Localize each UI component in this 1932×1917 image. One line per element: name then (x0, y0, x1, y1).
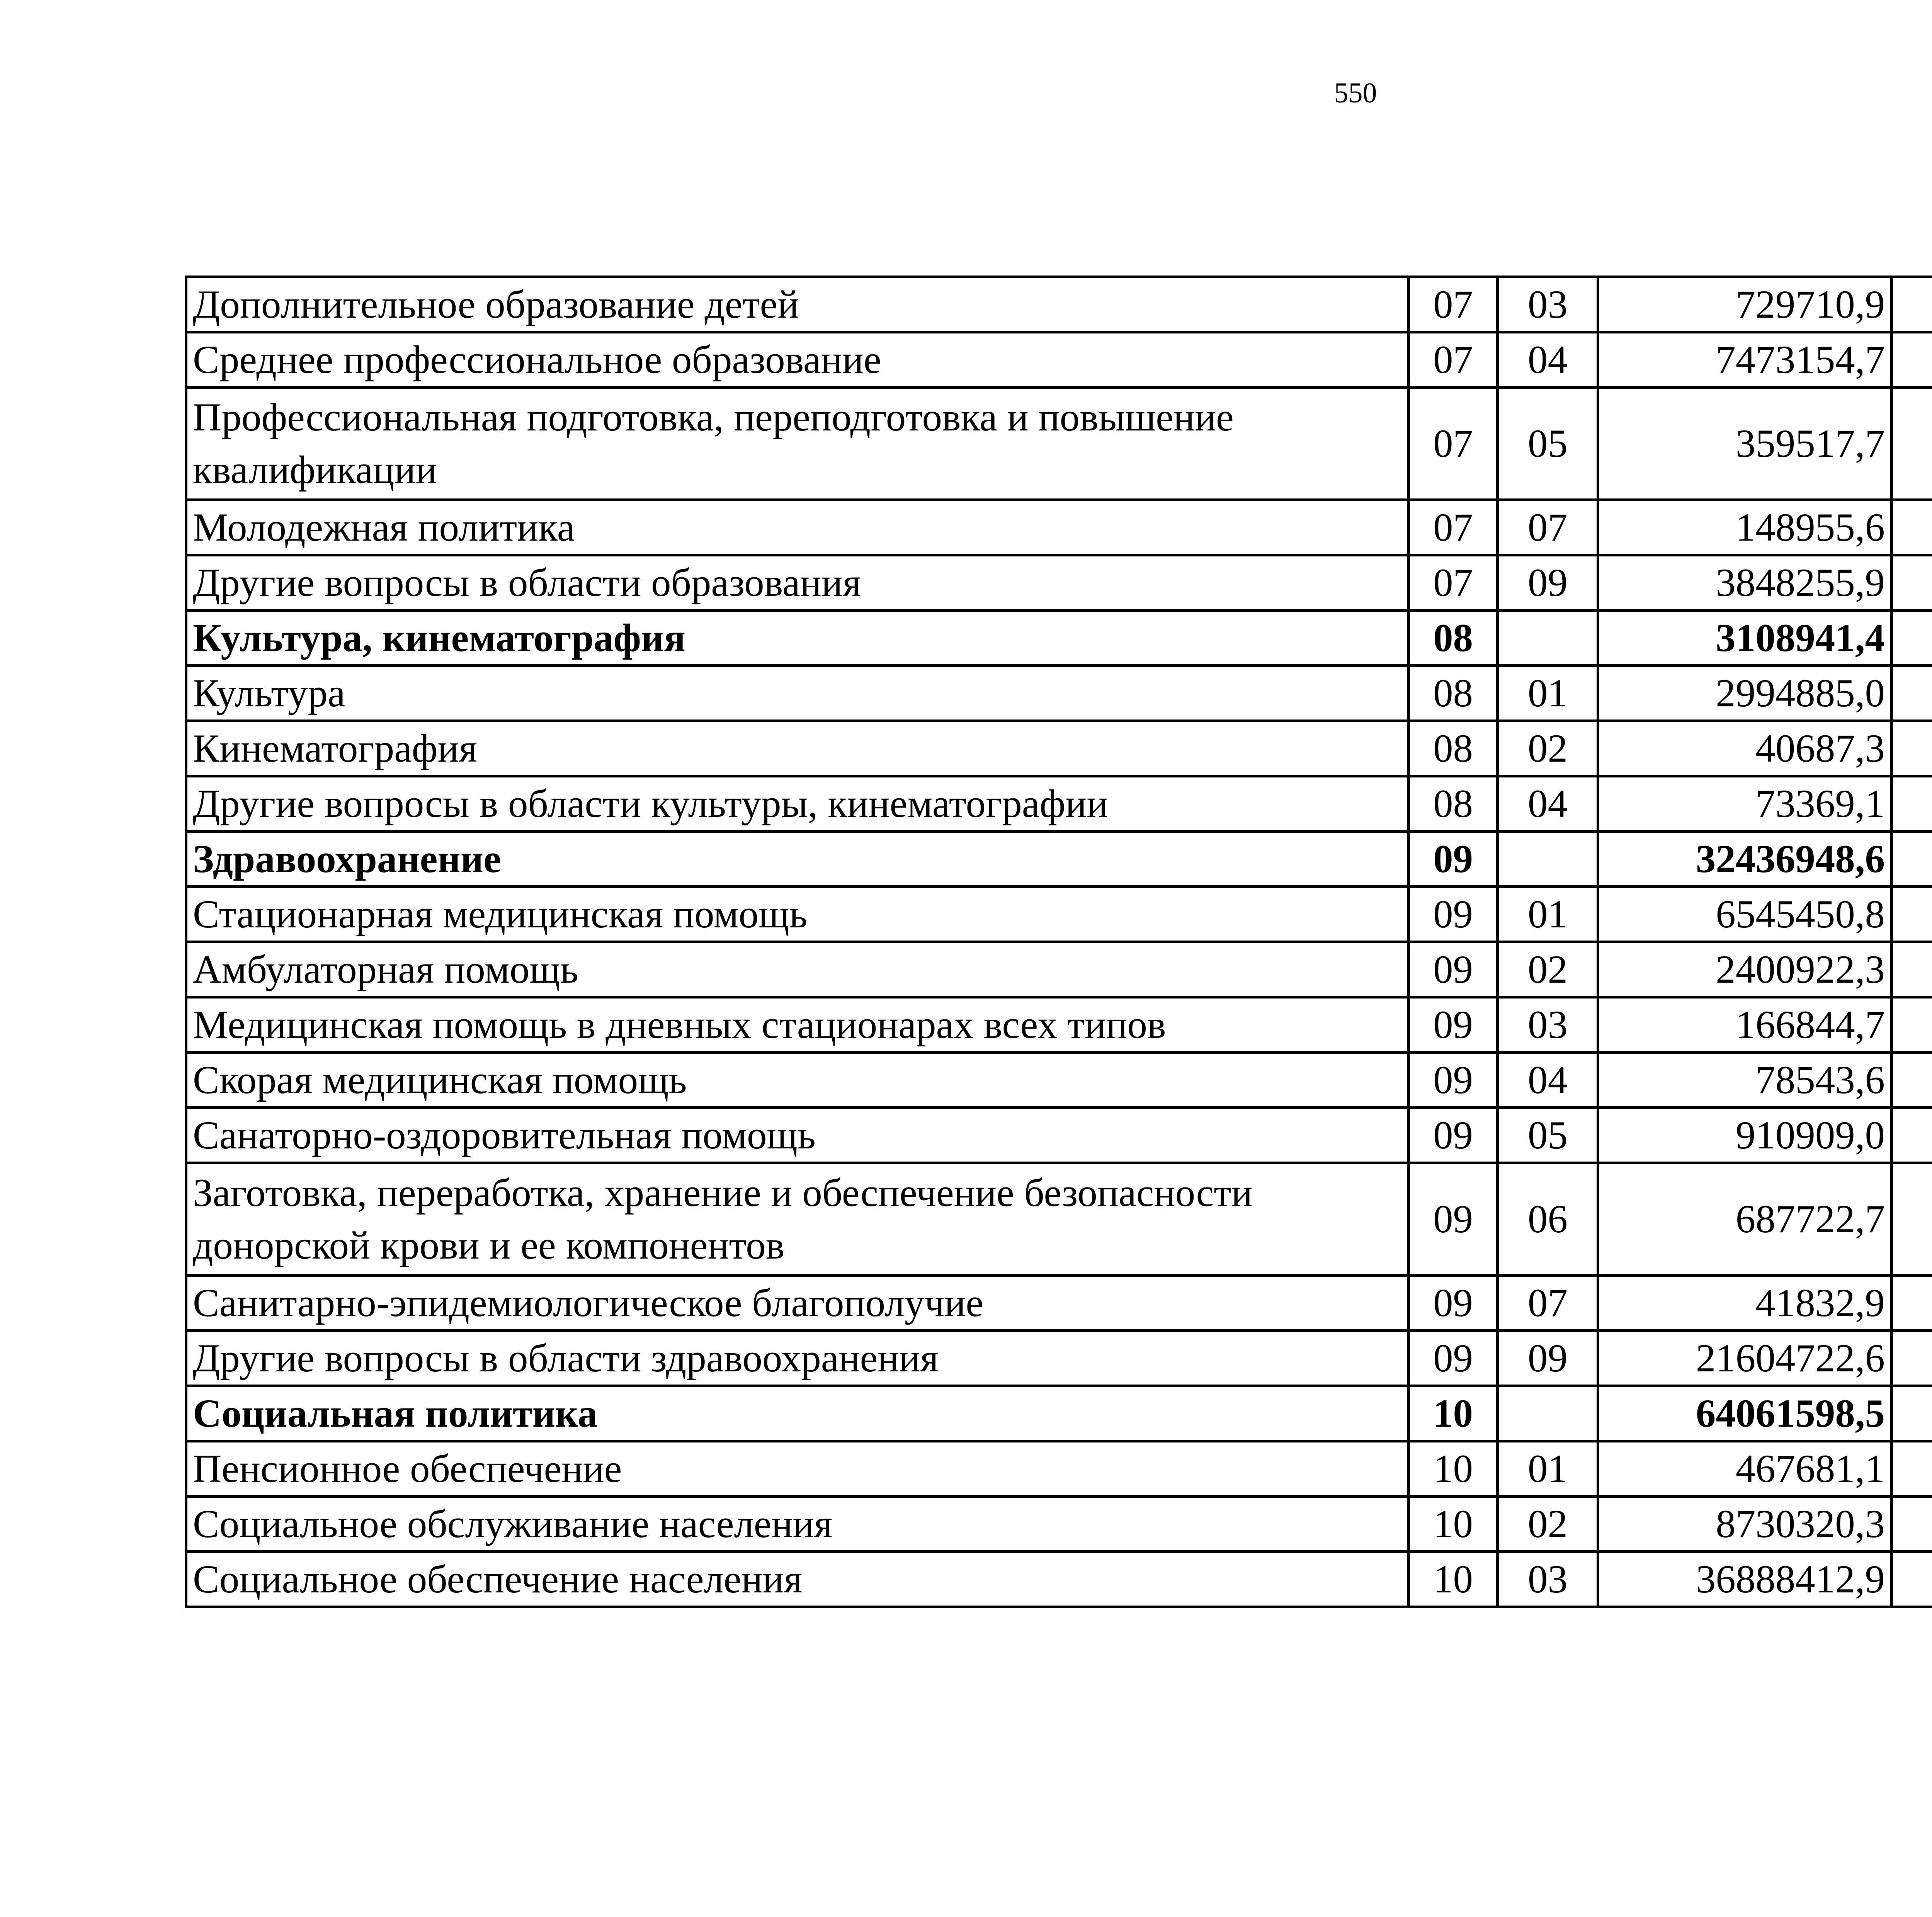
row-name: Профессиональная подготовка, переподготовка и повышение квалификации (186, 388, 1409, 500)
table-row (186, 997, 1932, 1053)
row-subsection-code: 02 (1498, 721, 1598, 776)
row-value-2 (1892, 776, 1932, 832)
row-subsection-code: 02 (1498, 942, 1598, 997)
row-subsection-code: 09 (1498, 555, 1598, 611)
row-value-1: 910909,0 (1598, 1108, 1892, 1163)
row-section-code: 09 (1409, 942, 1498, 997)
table-row (186, 887, 1932, 942)
row-value-1: 73369,1 (1598, 776, 1892, 832)
row-value-1: 148955,6 (1598, 500, 1892, 555)
row-subsection-code (1498, 611, 1598, 666)
row-subsection-code: 01 (1498, 666, 1598, 721)
row-section-code: 07 (1409, 388, 1498, 500)
row-section-code: 08 (1409, 721, 1498, 776)
row-subsection-code: 09 (1498, 1331, 1598, 1386)
row-name: Другие вопросы в области образования (186, 555, 1409, 611)
row-subsection-code (1498, 832, 1598, 887)
row-section-code: 09 (1409, 832, 1498, 887)
table-row (186, 1497, 1932, 1552)
row-name: Социальная политика (186, 1386, 1409, 1441)
page-number: 550 (1334, 77, 1377, 109)
row-value-1: 36888412,9 (1598, 1552, 1892, 1607)
row-value-1: 359517,7 (1598, 388, 1892, 500)
row-section-code: 07 (1409, 332, 1498, 388)
row-section-code: 09 (1409, 1163, 1498, 1276)
row-value-2 (1892, 997, 1932, 1053)
row-subsection-code: 04 (1498, 332, 1598, 388)
table-row (186, 388, 1932, 500)
table-row (186, 1276, 1932, 1331)
row-subsection-code: 07 (1498, 1276, 1598, 1331)
table-row (186, 1331, 1932, 1386)
row-value-2 (1892, 942, 1932, 997)
row-section-code: 07 (1409, 277, 1498, 332)
row-value-1: 32436948,6 (1598, 832, 1892, 887)
row-subsection-code: 05 (1498, 1108, 1598, 1163)
row-subsection-code: 04 (1498, 1053, 1598, 1108)
row-name: Дополнительное образование детей (186, 277, 1409, 332)
table-row (186, 1163, 1932, 1276)
row-value-2 (1892, 1108, 1932, 1163)
table-row (186, 555, 1932, 611)
row-section-code: 09 (1409, 887, 1498, 942)
row-section-code: 07 (1409, 500, 1498, 555)
table-row (186, 1552, 1932, 1607)
row-value-1: 40687,3 (1598, 721, 1892, 776)
row-subsection-code: 05 (1498, 388, 1598, 500)
row-section-code: 09 (1409, 1053, 1498, 1108)
table-row (186, 332, 1932, 388)
row-value-2 (1892, 277, 1932, 332)
row-name: Социальное обеспечение населения (186, 1552, 1409, 1607)
row-value-2 (1892, 721, 1932, 776)
table-row-section-total (186, 611, 1932, 666)
row-name: Другие вопросы в области здравоохранения (186, 1331, 1409, 1386)
row-section-code: 07 (1409, 555, 1498, 611)
row-subsection-code: 03 (1498, 997, 1598, 1053)
row-value-2 (1892, 500, 1932, 555)
row-value-2 (1892, 1552, 1932, 1607)
row-value-2 (1892, 1276, 1932, 1331)
table-row (186, 666, 1932, 721)
row-value-1: 467681,1 (1598, 1441, 1892, 1497)
row-value-2 (1892, 388, 1932, 500)
row-value-1: 166844,7 (1598, 997, 1892, 1053)
row-value-2 (1892, 832, 1932, 887)
row-value-1: 3848255,9 (1598, 555, 1892, 611)
row-value-2 (1892, 555, 1932, 611)
table-row-section-total (186, 1386, 1932, 1441)
row-value-1: 21604722,6 (1598, 1331, 1892, 1386)
row-subsection-code: 03 (1498, 1552, 1598, 1607)
table-row (186, 1053, 1932, 1108)
row-subsection-code: 04 (1498, 776, 1598, 832)
row-value-2 (1892, 887, 1932, 942)
row-value-2 (1892, 1497, 1932, 1552)
budget-table (185, 276, 1932, 1608)
table-row-section-total (186, 832, 1932, 887)
row-section-code: 10 (1409, 1441, 1498, 1497)
row-subsection-code (1498, 1386, 1598, 1441)
table-row (186, 942, 1932, 997)
row-section-code: 08 (1409, 611, 1498, 666)
row-name: Другие вопросы в области культуры, кинематографии (186, 776, 1409, 832)
row-value-1: 6545450,8 (1598, 887, 1892, 942)
table-row (186, 1108, 1932, 1163)
row-subsection-code: 07 (1498, 500, 1598, 555)
row-value-2 (1892, 1386, 1932, 1441)
row-section-code: 08 (1409, 666, 1498, 721)
row-name: Среднее профессиональное образование (186, 332, 1409, 388)
row-subsection-code: 01 (1498, 887, 1598, 942)
row-value-2 (1892, 1331, 1932, 1386)
row-name: Стационарная медицинская помощь (186, 887, 1409, 942)
row-value-2 (1892, 666, 1932, 721)
row-subsection-code: 01 (1498, 1441, 1598, 1497)
row-value-1: 64061598,5 (1598, 1386, 1892, 1441)
row-name: Санитарно-эпидемиологическое благополучие (186, 1276, 1409, 1331)
row-section-code: 10 (1409, 1497, 1498, 1552)
row-name: Санаторно-оздоровительная помощь (186, 1108, 1409, 1163)
row-value-1: 8730320,3 (1598, 1497, 1892, 1552)
row-value-2 (1892, 1163, 1932, 1276)
row-section-code: 10 (1409, 1552, 1498, 1607)
row-section-code: 09 (1409, 1108, 1498, 1163)
row-section-code: 10 (1409, 1386, 1498, 1441)
row-subsection-code: 06 (1498, 1163, 1598, 1276)
row-name: Кинематография (186, 721, 1409, 776)
row-section-code: 09 (1409, 997, 1498, 1053)
row-value-1: 729710,9 (1598, 277, 1892, 332)
row-value-2 (1892, 1441, 1932, 1497)
row-value-1: 687722,7 (1598, 1163, 1892, 1276)
row-value-2 (1892, 1053, 1932, 1108)
row-section-code: 09 (1409, 1276, 1498, 1331)
row-name: Молодежная политика (186, 500, 1409, 555)
row-name: Культура (186, 666, 1409, 721)
row-name: Скорая медицинская помощь (186, 1053, 1409, 1108)
row-subsection-code: 03 (1498, 277, 1598, 332)
row-name: Амбулаторная помощь (186, 942, 1409, 997)
row-value-2 (1892, 332, 1932, 388)
table-row (186, 776, 1932, 832)
table-row (186, 500, 1932, 555)
row-name: Заготовка, переработка, хранение и обеспечение безопасности донорской крови и ее компонентов (186, 1163, 1409, 1276)
row-name: Социальное обслуживание населения (186, 1497, 1409, 1552)
row-value-1: 2400922,3 (1598, 942, 1892, 997)
table-row (186, 1441, 1932, 1497)
table-row (186, 721, 1932, 776)
row-value-1: 3108941,4 (1598, 611, 1892, 666)
row-name: Медицинская помощь в дневных стационарах всех типов (186, 997, 1409, 1053)
row-name: Культура, кинематография (186, 611, 1409, 666)
row-value-1: 78543,6 (1598, 1053, 1892, 1108)
row-subsection-code: 02 (1498, 1497, 1598, 1552)
row-value-1: 2994885,0 (1598, 666, 1892, 721)
row-section-code: 08 (1409, 776, 1498, 832)
row-section-code: 09 (1409, 1331, 1498, 1386)
table-row (186, 277, 1932, 332)
row-value-1: 41832,9 (1598, 1276, 1892, 1331)
row-name: Пенсионное обеспечение (186, 1441, 1409, 1497)
row-value-1: 7473154,7 (1598, 332, 1892, 388)
row-value-2 (1892, 611, 1932, 666)
row-name: Здравоохранение (186, 832, 1409, 887)
